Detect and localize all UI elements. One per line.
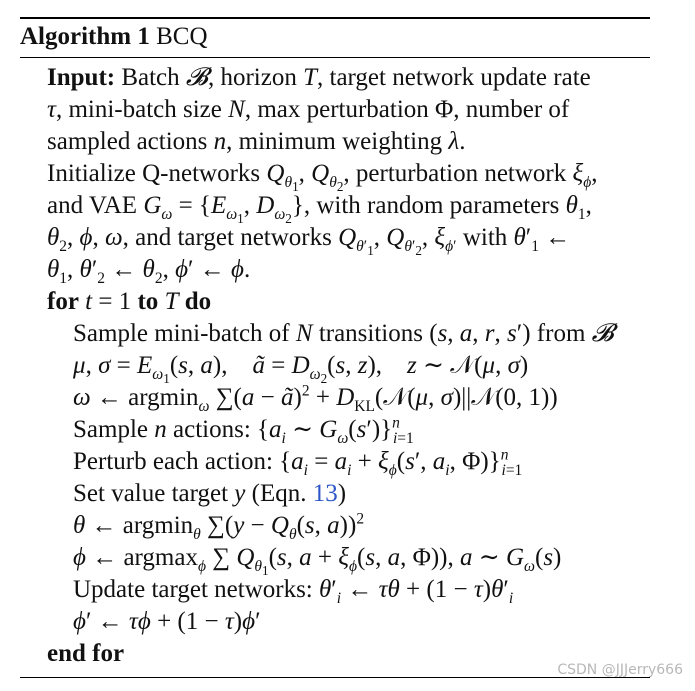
init-line-3: $\theta_2$, ϕ, ω, and target networks $Q_{\theta'_1}$, $Q_{\theta'_2}$, $\xi_{\phi'}$ with $\theta'_1$ ← xyxy=(47,224,571,259)
loop-line-10: ϕ′ ← τϕ + (1 − τ)ϕ′ xyxy=(73,608,261,635)
init-line-4: $\theta_1$, $\theta'_2$ ← $\theta_2$, ϕ′ ← ϕ. xyxy=(47,256,251,287)
init-line-1: Initialize Q-networks $Q_{\theta_1}$, $Q_{\theta_2}$, perturbation network $\xi_\phi$, xyxy=(47,160,598,195)
algorithm-label: Algorithm 1 xyxy=(20,23,150,50)
for-keyword: for xyxy=(47,288,79,315)
end-for-keyword: end for xyxy=(47,640,125,667)
loop-line-8: ϕ ← argmax$_\phi$ ∑ $Q_{\theta_1}(s$, $a + \xi_\phi(s$, a, Φ)), a ∼ $G_\omega(s)$ xyxy=(73,544,562,579)
header-rule xyxy=(20,57,650,58)
for-line: for t = 1 to T do xyxy=(47,288,212,315)
input-keyword: Input: xyxy=(47,64,116,91)
loop-line-4: Sample n actions: {$a_i$ ∼ $G_\omega(s')\}^n_{i=1}$ xyxy=(73,414,414,447)
loop-line-6: Set value target y (Eqn. 13) xyxy=(73,480,347,507)
to-keyword: to xyxy=(137,288,159,315)
input-line-3: sampled actions n, minimum weighting λ. xyxy=(47,128,466,155)
loop-line-5: Perturb each action: {$a_i = a_i + \xi_\phi(s'$, $a_i$, Φ)}$^n_{i=1}$ xyxy=(73,446,523,479)
end-for-line xyxy=(47,638,124,670)
input-line-1: Input: Batch 𝓑, horizon T, target network update rate xyxy=(47,64,591,91)
loop-line-1: Sample mini-batch of N transitions (s, a, r, s′) from 𝓑 xyxy=(73,320,614,347)
loop-line-2: μ, $\sigma = E_{\omega_1}(s$, a), ã = $D_{\omega_2}(s$, z), z ∼ 𝒩(μ, σ) xyxy=(73,352,529,387)
eqn-reference-link[interactable]: 13 xyxy=(312,480,338,507)
loop-line-9: Update target networks: $\theta'_i$ ← $\tau\theta + (1 - \tau)\theta'_i$ xyxy=(73,576,514,607)
loop-line-7: θ ← argmin$_\theta$ $\sum(y - Q_\theta(s$, a))$^2$ xyxy=(73,510,365,543)
bottom-rule xyxy=(20,677,650,678)
input-line-2: τ, mini-batch size N, max perturbation Φ, number of xyxy=(47,96,570,123)
algorithm-name: BCQ xyxy=(156,23,208,50)
watermark: CSDN @JJJerry666 xyxy=(557,662,683,678)
algorithm-header xyxy=(20,21,208,53)
loop-line-3: ω ← argmin$_\omega$ ∑(a − ã)$^2$ + $D_{KL}(𝒩(\mu$, σ)||𝒩(0, 1)) xyxy=(73,382,558,415)
do-keyword: do xyxy=(184,288,212,315)
top-rule xyxy=(20,17,650,19)
init-line-2: and VAE $G_\omega = \{E_{\omega_1}$, $D_{\omega_2}$}, with random parameters $\theta_1$, xyxy=(47,192,592,227)
